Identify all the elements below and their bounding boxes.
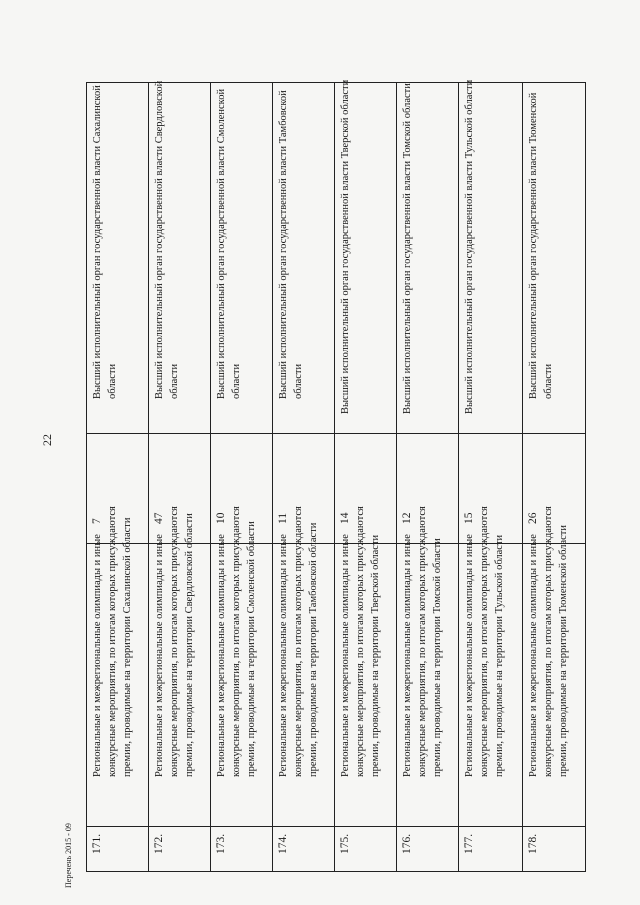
row-number: 176.	[401, 833, 413, 854]
row-number: 173.	[215, 833, 227, 854]
count-text: 11	[277, 512, 289, 524]
number-cell	[523, 827, 585, 873]
org-cell	[149, 80, 211, 434]
org-text: Высший исполнительный орган государственной власти Свердловской области	[154, 80, 180, 399]
name-text: Региональные и межрегиональные олимпиады и иные конкурсные мероприятия, по итогам которых присуждаются премии, проводимые на территории Тульской области	[464, 506, 505, 777]
org-text: Высший исполнительный орган государственной власти Тверской области	[340, 79, 351, 414]
name-text: Региональные и межрегиональные олимпиады и иные конкурсные мероприятия, по итогам которых присуждаются премии, проводимые на территории Тверской области	[340, 506, 381, 777]
table-row	[523, 83, 585, 871]
org-text: Высший исполнительный орган государственной власти Томской области	[402, 83, 413, 414]
number-cell	[211, 827, 273, 873]
name-text: Региональные и межрегиональные олимпиады и иные конкурсные мероприятия, по итогам которых присуждаются премии, проводимые на территории Тамбовской области	[278, 506, 319, 777]
org-cell	[459, 79, 523, 434]
count-text: 10	[215, 512, 227, 524]
org-text: Высший исполнительный орган государственной власти Тюменской области	[528, 92, 554, 399]
number-cell	[149, 827, 211, 873]
org-text: Высший исполнительный орган государственной власти Смоленской области	[216, 88, 242, 399]
number-cell	[335, 827, 397, 873]
table-row	[335, 79, 397, 871]
count-text: 7	[91, 518, 103, 524]
count-text: 15	[463, 512, 475, 524]
org-cell	[273, 83, 335, 434]
table-row	[397, 83, 459, 871]
org-text: Высший исполнительный орган государственной власти Сахалинской области	[92, 85, 118, 399]
name-text: Региональные и межрегиональные олимпиады и иные конкурсные мероприятия, по итогам которых присуждаются премии, проводимые на территории Томской области	[402, 506, 443, 777]
count-text: 47	[153, 512, 165, 524]
number-cell	[273, 827, 335, 873]
name-text: Региональные и межрегиональные олимпиады и иные конкурсные мероприятия, по итогам которых присуждаются премии, проводимые на территории Тюменской области	[528, 506, 569, 777]
number-cell	[459, 827, 523, 873]
olympiad-table	[86, 79, 586, 872]
name-text: Региональные и межрегиональные олимпиады и иные конкурсные мероприятия, по итогам которых присуждаются премии, проводимые на территории Свердловской области	[154, 506, 195, 777]
org-text: Высший исполнительный орган государственной власти Тульской области	[464, 79, 475, 414]
name-text: Региональные и межрегиональные олимпиады и иные конкурсные мероприятия, по итогам которых присуждаются премии, проводимые на территории Сахалинской области	[92, 506, 133, 777]
table-row	[87, 83, 149, 871]
name-text: Региональные и межрегиональные олимпиады и иные конкурсные мероприятия, по итогам которых присуждаются премии, проводимые на территории Смоленской области	[216, 506, 257, 777]
table-row	[459, 79, 523, 871]
row-number: 175.	[339, 833, 351, 854]
row-number: 174.	[277, 833, 289, 854]
count-text: 14	[339, 512, 351, 524]
table-row	[273, 83, 335, 871]
row-number: 172.	[153, 833, 165, 854]
org-cell	[523, 83, 585, 434]
name-cell	[87, 506, 149, 827]
row-number: 178.	[527, 833, 539, 854]
row-number: 177.	[463, 833, 475, 854]
number-cell	[397, 827, 459, 873]
count-text: 26	[527, 512, 539, 524]
org-cell	[87, 83, 149, 434]
number-cell	[87, 827, 149, 873]
count-text: 12	[401, 512, 413, 524]
page-number: 22	[40, 434, 54, 446]
org-cell	[211, 83, 273, 434]
org-cell	[397, 83, 459, 434]
document-footer: Перечень 2015 - 09	[64, 823, 73, 888]
org-cell	[335, 79, 397, 434]
org-text: Высший исполнительный орган государственной власти Тамбовской области	[278, 90, 304, 399]
row-number: 171.	[91, 833, 103, 854]
table-row	[149, 80, 211, 871]
table-row	[211, 83, 273, 871]
